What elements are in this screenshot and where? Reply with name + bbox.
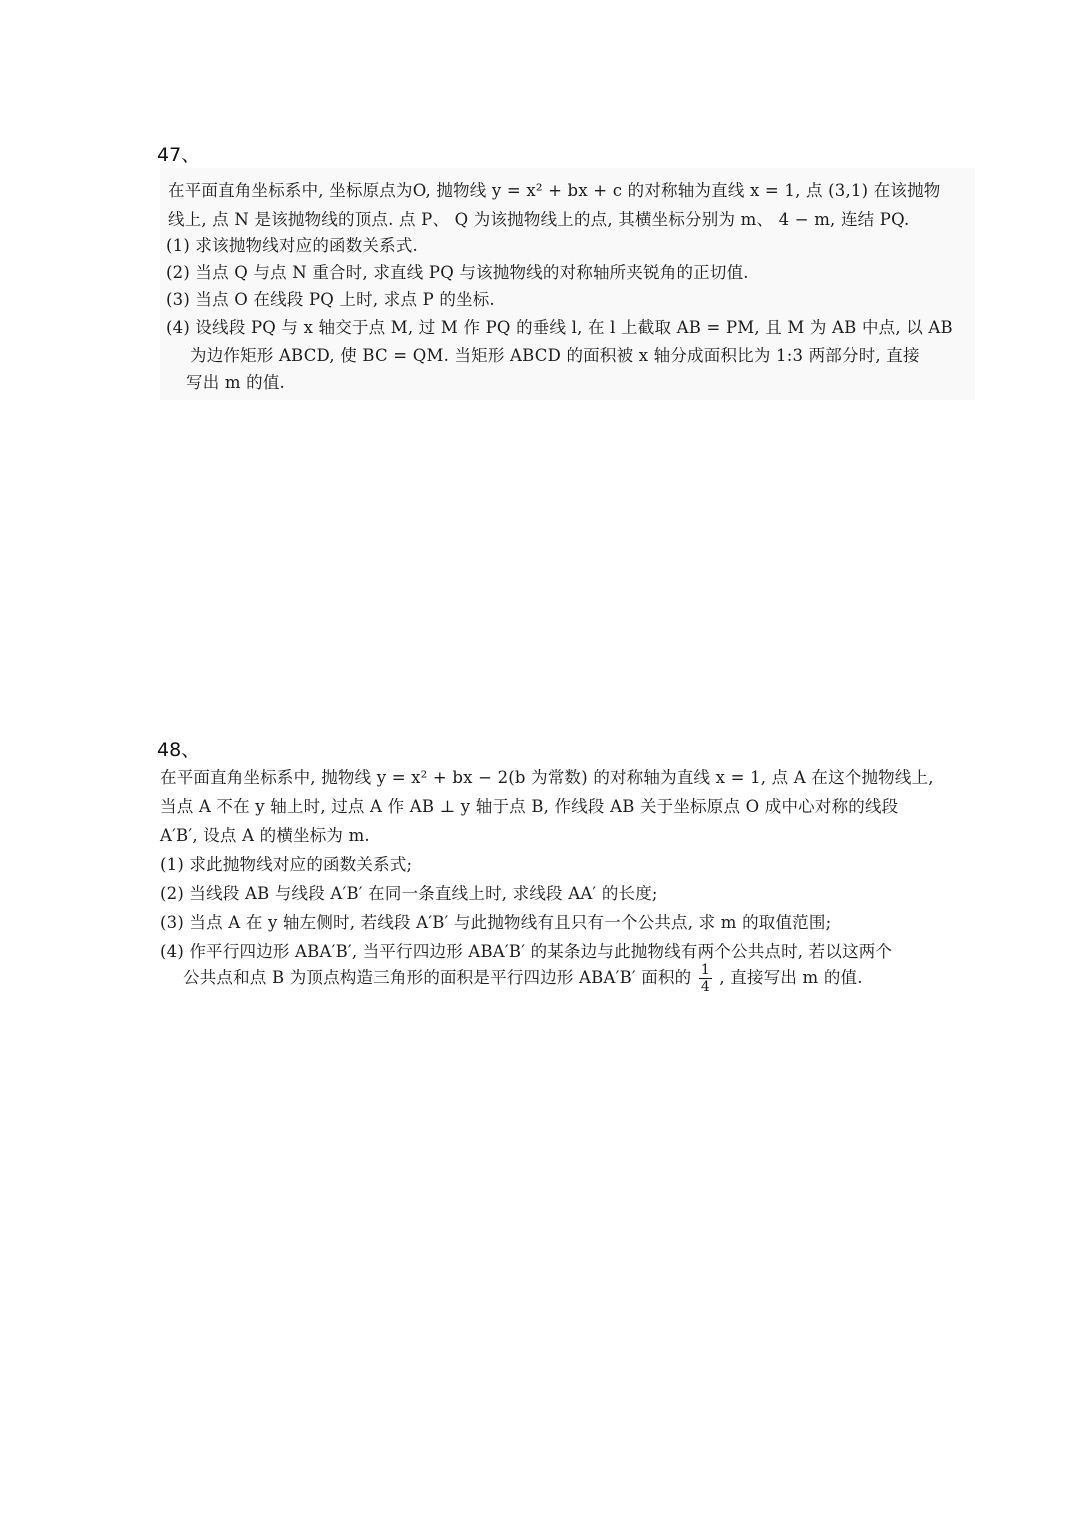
problem-47-number: 47、 (157, 144, 201, 166)
problem-47-part-3: (3) 当点 O 在线段 PQ 上时, 求点 P 的坐标. (166, 290, 495, 309)
fraction-denominator: 4 (700, 979, 710, 995)
problem-47-part-4-cont-2: 写出 m 的值. (186, 373, 285, 392)
problem-48-line-2: 当点 A 不在 y 轴上时, 过点 A 作 AB ⊥ y 轴于点 B, 作线段 AB 关于坐标原点 O 成中心对称的线段 (160, 797, 899, 816)
problem-47-line-2: 线上, 点 N 是该抛物线的顶点. 点 P、 Q 为该抛物线上的点, 其横坐标分别为 m、 4 − m, 连结 PQ. (168, 210, 910, 229)
problem-48-part-4-cont (183, 962, 863, 995)
problem-48-line-3: A′B′, 设点 A 的横坐标为 m. (160, 826, 370, 845)
problem-48-last-line-after: , 直接写出 m 的值. (719, 968, 863, 987)
problem-47-part-4-cont-1: 为边作矩形 ABCD, 使 BC = QM. 当矩形 ABCD 的面积被 x 轴分成面积比为 1:3 两部分时, 直接 (190, 346, 920, 365)
one-quarter-fraction (699, 962, 712, 995)
problem-47-part-2: (2) 当点 Q 与点 N 重合时, 求直线 PQ 与该抛物线的对称轴所夹锐角的正切值. (166, 263, 749, 282)
problem-48-line-1: 在平面直角坐标系中, 抛物线 y = x² + bx − 2(b 为常数) 的对称轴为直线 x = 1, 点 A 在这个抛物线上, (160, 768, 934, 787)
problem-48-part-3: (3) 当点 A 在 y 轴左侧时, 若线段 A′B′ 与此抛物线有且只有一个公共点, 求 m 的取值范围; (160, 913, 832, 932)
problem-48-last-line-before: 公共点和点 B 为顶点构造三角形的面积是平行四边形 ABA′B′ 面积的 (183, 968, 692, 987)
problem-47-part-1: (1) 求该抛物线对应的函数关系式. (166, 236, 418, 255)
problem-48-part-1: (1) 求此抛物线对应的函数关系式; (160, 855, 413, 874)
fraction-numerator: 1 (700, 962, 710, 978)
problem-48-number: 48、 (157, 739, 201, 761)
problem-48-part-2: (2) 当线段 AB 与线段 A′B′ 在同一条直线上时, 求线段 AA′ 的长度; (160, 884, 658, 903)
problem-47-part-4: (4) 设线段 PQ 与 x 轴交于点 M, 过 M 作 PQ 的垂线 l, 在 l 上截取 AB = PM, 且 M 为 AB 中点, 以 AB (166, 318, 953, 337)
problem-48-part-4: (4) 作平行四边形 ABA′B′, 当平行四边形 ABA′B′ 的某条边与此抛物线有两个公共点时, 若以这两个 (160, 942, 893, 961)
problem-47-line-1: 在平面直角坐标系中, 坐标原点为O, 抛物线 y = x² + bx + c 的对称轴为直线 x = 1, 点 (3,1) 在该抛物 (168, 181, 941, 200)
